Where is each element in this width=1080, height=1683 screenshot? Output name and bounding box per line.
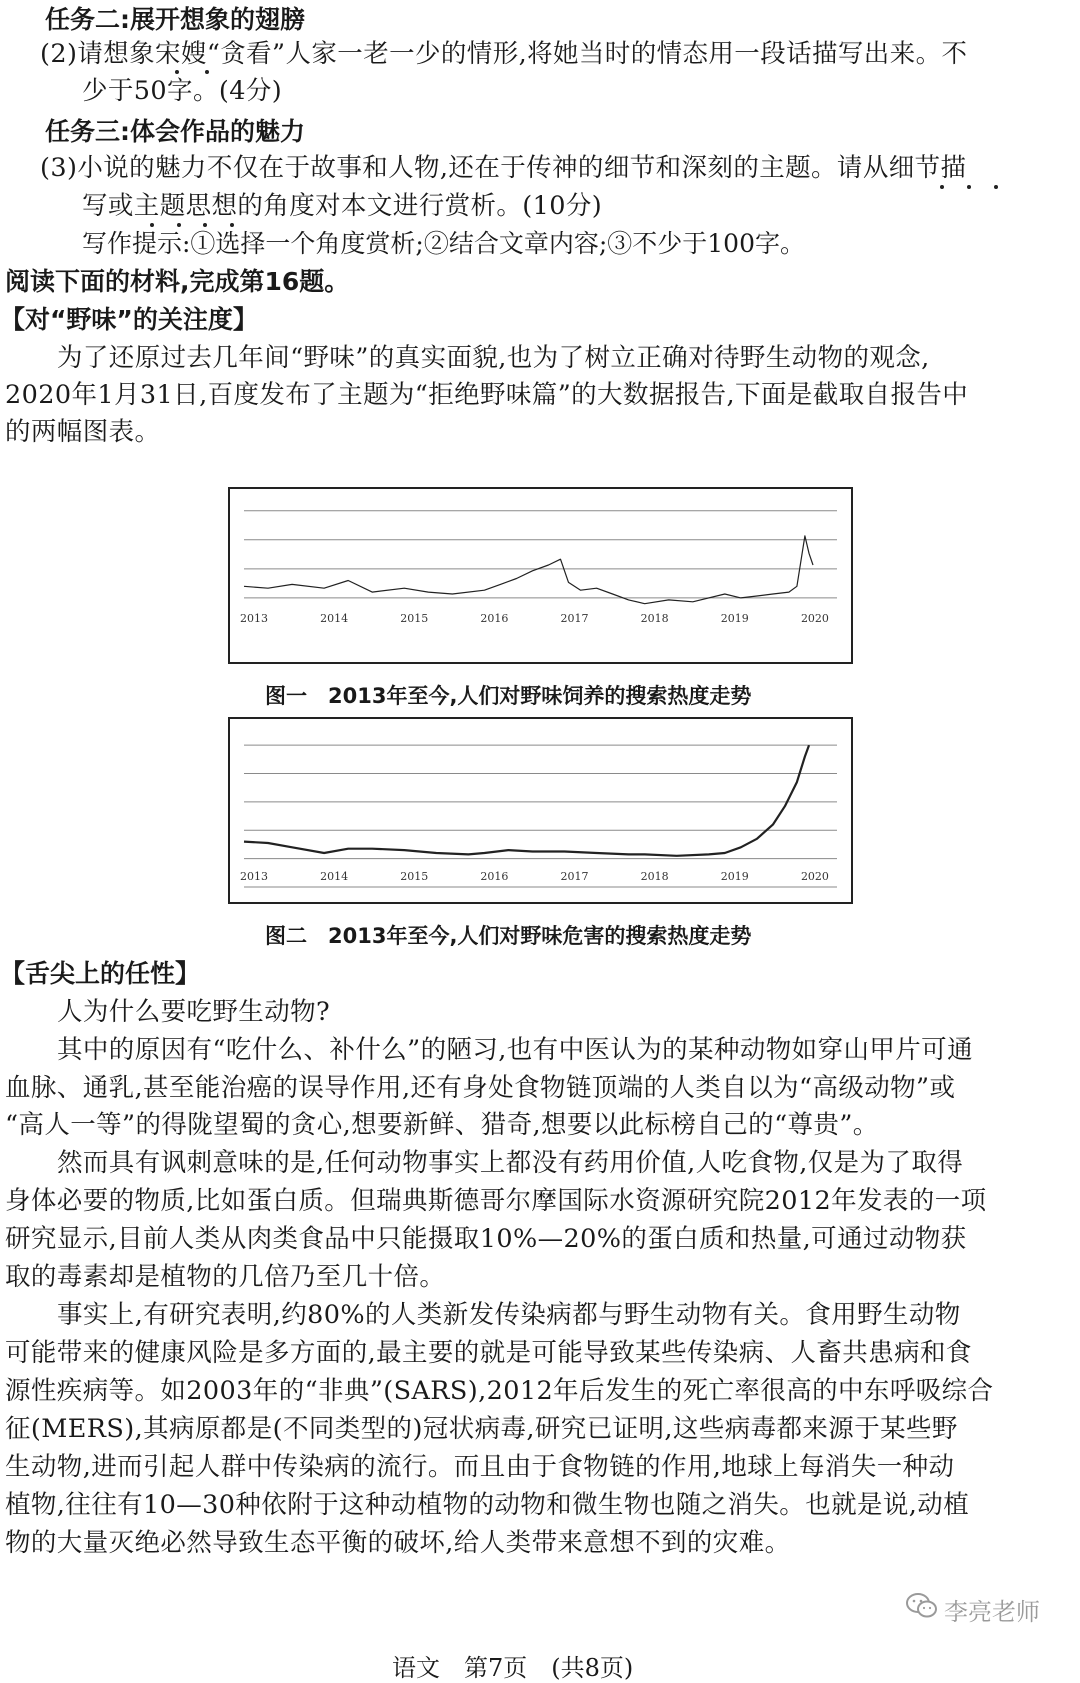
chart1-caption: 图一 2013年至今,人们对野味饲养的搜索热度走势	[265, 684, 752, 708]
paragraph-line: 血脉、通乳,甚至能治癌的误导作用,还有身处食物链顶端的人类自以为“高级动物”或	[5, 1073, 956, 1103]
emphasis-dot	[967, 185, 971, 189]
x-tick-label: 2020	[800, 870, 829, 883]
x-tick-label: 2019	[720, 870, 749, 883]
emphasis-dot	[175, 70, 179, 74]
paragraph-line: 身体必要的物质,比如蛋白质。但瑞典斯德哥尔摩国际水资源研究院2012年发表的一项	[5, 1186, 987, 1216]
writing-hint: 写作提示:①选择一个角度赏析;②结合文章内容;③不少于100字。	[82, 229, 805, 258]
paragraph-line: “高人一等”的得陇望蜀的贪心,想要新鲜、猎奇,想要以此标榜自己的“尊贵”。	[5, 1110, 879, 1140]
section-title-willfulness: 【舌尖上的任性】	[0, 959, 201, 988]
paragraph-line: 2020年1月31日,百度发布了主题为“拒绝野味篇”的大数据报告,下面是截取自报告中	[5, 380, 969, 410]
paragraph-line: 其中的原因有“吃什么、补什么”的陋习,也有中医认为的某种动物如穿山甲片可通	[57, 1035, 973, 1065]
paragraph-line: 征(MERS),其病原都是(不同类型的)冠状病毒,研究已证明,这些病毒都来源于某些野	[5, 1414, 958, 1444]
chart-harm-search-trend	[228, 717, 853, 904]
x-tick-label: 2014	[320, 612, 349, 625]
x-tick-label: 2015	[400, 870, 429, 883]
paragraph-line: 事实上,有研究表明,约80%的人类新发传染病都与野生动物有关。食用野生动物	[57, 1300, 961, 1330]
x-tick-label: 2013	[240, 612, 268, 625]
wechat-icon	[905, 1592, 939, 1620]
paragraph-line: 可能带来的健康风险是多方面的,最主要的就是可能导致某些传染病、人畜共患病和食	[5, 1338, 972, 1368]
x-tick-label: 2017	[560, 870, 589, 883]
paragraph-line: 研究显示,目前人类从肉类食品中只能摄取10%—20%的蛋白质和热量,可通过动物获	[5, 1224, 967, 1254]
series-line	[244, 745, 809, 856]
chart1-svg	[230, 489, 851, 662]
x-tick-label: 2016	[480, 612, 509, 625]
watermark-text: 李亮老师	[944, 1598, 1040, 1626]
question16-intro: 阅读下面的材料,完成第16题。	[5, 267, 350, 296]
x-tick-label: 2014	[320, 870, 349, 883]
paragraph-line: 生动物,进而引起人群中传染病的流行。而且由于食物链的作用,地球上每消失一种动	[5, 1452, 955, 1482]
emphasis-dot	[940, 185, 944, 189]
emphasis-dot	[205, 70, 209, 74]
x-tick-label: 2013	[240, 870, 268, 883]
x-tick-label: 2019	[720, 612, 749, 625]
task2-question-line2: 少于50字。(4分)	[82, 76, 283, 106]
paragraph-line: 物的大量灭绝必然导致生态平衡的破坏,给人类带来意想不到的灾难。	[5, 1528, 791, 1558]
paragraph-line: 源性疾病等。如2003年的“非典”(SARS),2012年后发生的死亡率很高的中东呼吸综合	[5, 1376, 994, 1406]
x-tick-label: 2017	[560, 612, 589, 625]
task3-question-line1: (3)小说的魅力不仅在于故事和人物,还在于传神的细节和深刻的主题。请从细节描	[40, 153, 967, 183]
series-line	[244, 536, 813, 604]
chart2-svg	[230, 719, 851, 902]
x-tick-label: 2016	[480, 870, 509, 883]
section-title-attention: 【对“野味”的关注度】	[0, 305, 258, 334]
paragraph-line: 植物,往往有10—30种依附于这种动植物的动物和微生物也随之消失。也就是说,动植	[5, 1490, 970, 1520]
page-footer: 语文 第7页 (共8页)	[392, 1654, 634, 1682]
x-tick-label: 2015	[400, 612, 429, 625]
task3-heading: 任务三:体会作品的魅力	[45, 117, 305, 146]
x-tick-label: 2018	[640, 870, 669, 883]
paragraph-line: 的两幅图表。	[5, 417, 161, 447]
task2-heading: 任务二:展开想象的翅膀	[45, 5, 305, 34]
paragraph-line: 为了还原过去几年间“野味”的真实面貌,也为了树立正确对待野生动物的观念,	[57, 343, 930, 373]
x-tick-label: 2020	[800, 612, 829, 625]
emphasis-dot	[994, 185, 998, 189]
paragraph-line: 取的毒素却是植物的几倍乃至几十倍。	[5, 1262, 446, 1292]
chart2-caption: 图二 2013年至今,人们对野味危害的搜索热度走势	[265, 924, 752, 948]
task3-question-line2: 写或主题思想的角度对本文进行赏析。(10分)	[82, 191, 603, 221]
task2-question-line1: (2)请想象宋嫂“贪看”人家一老一少的情形,将她当时的情态用一段话描写出来。不	[40, 39, 968, 69]
paragraph-line: 然而具有讽刺意味的是,任何动物事实上都没有药用价值,人吃食物,仅是为了取得	[57, 1148, 964, 1178]
chart-feeding-search-trend	[228, 487, 853, 664]
x-tick-label: 2018	[640, 612, 669, 625]
paragraph-line: 人为什么要吃野生动物?	[57, 997, 331, 1027]
